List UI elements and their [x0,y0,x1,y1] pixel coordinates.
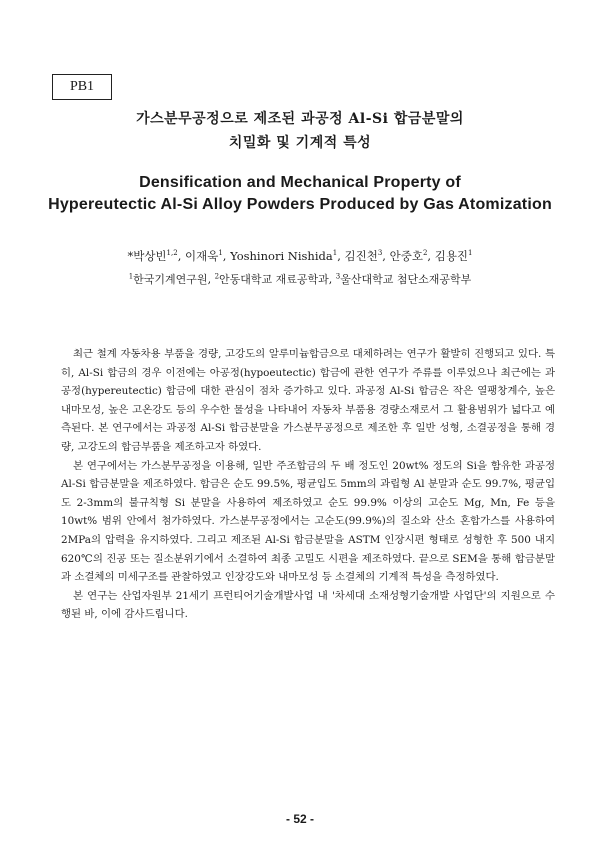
author: Yoshinori Nishida$^1$ [230,249,338,263]
abstract-body [61,345,555,624]
author: *박상빈$^{1,2}$ [127,249,178,263]
english-title-line-1: Densification and Mechanical Property of [139,174,461,191]
abstract-paragraph: 본 연구에서는 가스분무공정을 이용해, 일반 주조합금의 두 배 정도인 20wt% 정도의 Si을 함유한 과공정 Al-Si 합금분말을 제조하였다. 합금은 순도 99.5%, 평균입도 5mm의 과립형 Al 분말과 순도 99.7%, 평균입도 2-3mm의 불규칙형 Si 분말을 사용하여 제조하였고 순도 99.9% 이상의 고순도 Mg, Mn, Fe 등을 10wt% 범위 안에서 첨가하였다. 가스분무공정에서는 고순도(99.9%)의 질소와 산소 혼합가스를 사용하여 2MPa의 압력을 유지하였다. 그리고 제조된 Al-Si 합금분말을 ASTM 인장시편 형태로 성형한 후 500 내지 620℃의 진공 또는 질소분위기에서 소결하여 최종 고밀도 시편을 제조하였다. 끝으로 SEM을 통해 합금분말과 소결체의 미세구조를 관찰하였고 인장강도와 내마모성 등 소결체의 기계적 특성을 측정하였다. [61,459,555,584]
korean-title-line-1: 가스분무공정으로 제조된 과공정 Al-Si 합금분말의 [136,111,464,127]
author: 김용진$^1$ [434,249,473,263]
korean-title-line-2: 치밀화 및 기계적 특성 [228,135,372,151]
abstract-paragraph: 본 연구는 산업자원부 21세기 프런티어기술개발사업 내 '차세대 소재성형기술개발 사업단'의 지원으로 수행된 바, 이에 감사드립니다. [61,589,555,621]
affiliation: $^2$안동대학교 재료공학과 [214,272,329,286]
abstract-code-box: PB1 [52,74,112,100]
author-list: *박상빈$^{1,2}$, 이재욱$^1$, Yoshinori Nishida$^1$, 김진천$^3$, 안중호$^2$, 김용진$^1$ [127,249,473,263]
english-title-line-2: Hypereutectic Al-Si Alloy Powders Produced by Gas Atomization [48,196,552,213]
author: 김진천$^3$ [344,249,383,263]
abstract-paragraph: 최근 철계 자동차용 부품을 경량, 고강도의 알루미늄합금으로 대체하려는 연구가 활발히 진행되고 있다. 특히, Al-Si 합금의 경우 이전에는 아공정(hypoeutectic) 합금에 관한 연구가 주류를 이루었으나 최근에는 과공정(hypereutectic) 합금에 대한 관심이 점차 증가하고 있다. 과공정 Al-Si 합금은 작은 열팽창계수, 높은 내마모성, 높은 고온강도 등의 우수한 물성을 나타내어 자동차 부품용 경량소재로서 그 활용범위가 넓다고 예측된다. 본 연구에서는 과공정 Al-Si 합금분말을 가스분무공정으로 제조한 후 일반 성형, 소결공정을 통해 경량, 고강도의 합금부품을 제조하고자 하였다. [61,348,555,453]
affiliation: $^3$울산대학교 첨단소재공학부 [335,272,472,286]
author: 이재욱$^1$ [185,249,223,263]
author: 안중호$^2$ [389,249,428,263]
affiliation-list: $^1$한국기계연구원, $^2$안동대학교 재료공학과, $^3$울산대학교 첨단소재공학부 [128,272,472,286]
affiliation: $^1$한국기계연구원 [128,272,208,286]
page-number: - 52 - [285,812,314,826]
